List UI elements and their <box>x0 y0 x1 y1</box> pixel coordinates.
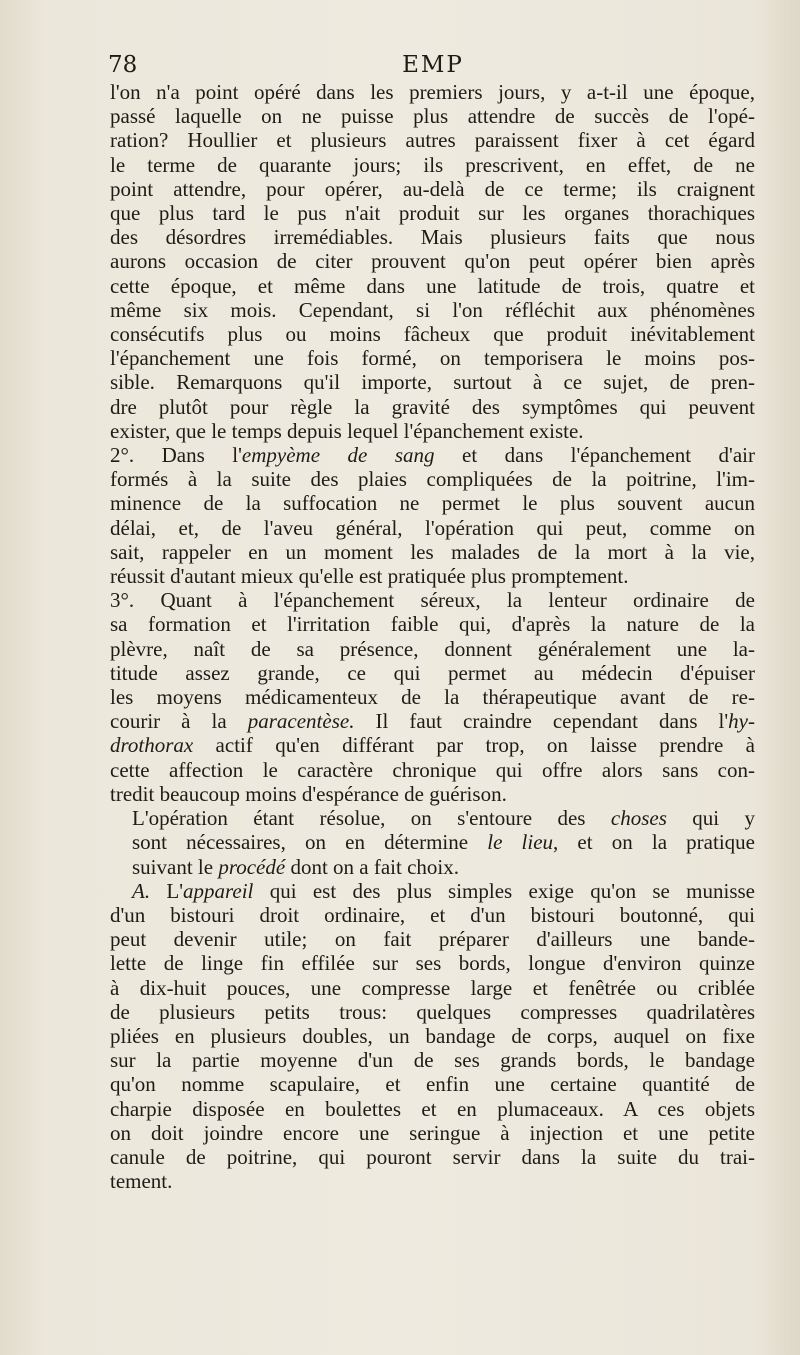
italic-span: empyème de sang <box>241 443 435 468</box>
text-span: , et on la pratique <box>553 830 755 855</box>
text-line <box>110 1048 755 1072</box>
text-line <box>110 879 755 903</box>
text-span: les moyens médicamenteux de la thérapeutique avant de re- <box>110 685 755 710</box>
text-line <box>110 1145 755 1169</box>
text-span: ration? Houllier et plusieurs autres paraissent fixer à cet égard <box>110 128 755 153</box>
text-span: réussit d'autant mieux qu'elle est pratiquée plus promptement. <box>110 564 629 589</box>
text-span: actif qu'en différant par trop, on laisse prendre à <box>193 733 755 758</box>
text-span: sont nécessaires, on en détermine <box>132 830 488 855</box>
body-text <box>110 80 755 1193</box>
text-span: courir à la <box>110 709 248 734</box>
text-span: passé laquelle on ne puisse plus attendre de succès de l'opé- <box>110 104 755 129</box>
text-span: cette affection le caractère chronique qui offre alors sans con- <box>110 757 755 782</box>
text-span: suivant le <box>132 854 219 879</box>
text-line <box>110 564 755 588</box>
italic-span: hy- <box>728 709 755 734</box>
text-span: tement. <box>110 1169 173 1194</box>
text-line <box>110 346 755 370</box>
text-span: sait, rappeler en un moment les malades de la mort à la vie, <box>110 539 755 564</box>
text-span: même six mois. Cependant, si l'on réfléchit aux phénomènes <box>110 297 755 322</box>
text-span: sur la partie moyenne d'un de ses grands bords, le bandage <box>110 1048 755 1073</box>
text-line <box>110 903 755 927</box>
text-line <box>110 782 755 806</box>
text-line <box>110 419 755 443</box>
text-span: consécutifs plus ou moins fâcheux que produit inévitablement <box>110 322 755 347</box>
text-line <box>110 1097 755 1121</box>
text-span: le terme de quarante jours; ils prescrivent, en effet, de ne <box>110 152 755 177</box>
text-line <box>110 588 755 612</box>
text-line <box>110 249 755 273</box>
text-line <box>110 951 755 975</box>
italic-span: le lieu <box>487 830 554 855</box>
text-span: peut devenir utile; on fait préparer d'ailleurs une bande- <box>110 927 755 952</box>
text-span: aurons occasion de citer prouvent qu'on peut opérer bien après <box>110 249 755 274</box>
text-line <box>110 298 755 322</box>
text-line <box>110 225 755 249</box>
text-span: qui y <box>666 806 755 831</box>
text-span: canule de poitrine, qui pouront servir dans la suite du trai- <box>110 1144 755 1169</box>
text-line <box>110 201 755 225</box>
text-line <box>110 976 755 1000</box>
text-span: lette de linge fin effilée sur ses bords, longue d'environ quinze <box>110 951 755 976</box>
text-line <box>110 1000 755 1024</box>
text-span: charpie disposée en boulettes et en plumaceaux. A ces objets <box>110 1096 755 1121</box>
text-span: d'un bistouri droit ordinaire, et d'un bistouri boutonné, qui <box>110 902 755 927</box>
text-span: sa formation et l'irritation faible qui, d'après la nature de la <box>110 612 755 637</box>
text-line <box>110 830 755 854</box>
text-span: cette époque, et même dans une latitude de trois, quatre et <box>110 273 755 298</box>
italic-span: procédé <box>218 854 286 879</box>
text-span: qui est des plus simples exige qu'on se munisse <box>253 878 755 903</box>
text-line <box>110 758 755 782</box>
text-line <box>110 516 755 540</box>
text-line <box>110 733 755 757</box>
text-span: de plusieurs petits trous: quelques compresses quadrilatères <box>110 999 755 1024</box>
text-line <box>110 467 755 491</box>
text-span: dre plutôt pour règle la gravité des symptômes qui peuvent <box>110 394 755 419</box>
text-line <box>110 395 755 419</box>
text-span: L'opération étant résolue, on s'entoure des <box>132 806 611 831</box>
text-line <box>110 153 755 177</box>
page-number: 78 <box>108 52 138 78</box>
text-span: plèvre, naît de sa présence, donnent généralement une la- <box>110 636 755 661</box>
text-span: on doit joindre encore une seringue à injection et une petite <box>110 1120 755 1145</box>
text-span: qu'on nomme scapulaire, et enfin une certaine quantité de <box>110 1072 755 1097</box>
text-line <box>110 128 755 152</box>
text-line <box>110 637 755 661</box>
text-line <box>110 80 755 104</box>
italic-span: paracentèse. <box>247 709 355 734</box>
italic-span: drothorax <box>110 733 194 758</box>
text-line <box>110 491 755 515</box>
text-line <box>110 1072 755 1096</box>
text-span: exister, que le temps depuis lequel l'épanchement existe. <box>110 418 584 443</box>
text-span: 3°. Quant à l'épanchement séreux, la lenteur ordinaire de <box>110 588 755 613</box>
text-line <box>110 1024 755 1048</box>
text-line <box>110 443 755 467</box>
text-line <box>110 322 755 346</box>
text-span: des désordres irremédiables. Mais plusieurs faits que nous <box>110 225 755 250</box>
text-line <box>110 709 755 733</box>
text-line <box>110 540 755 564</box>
text-span: tredit beaucoup moins d'espérance de guérison. <box>110 781 507 806</box>
text-line <box>110 806 755 830</box>
text-span: L' <box>150 878 183 903</box>
text-span: et dans l'épanchement d'air <box>434 443 755 468</box>
text-span: point attendre, pour opérer, au-delà de ce terme; ils craignent <box>110 176 755 201</box>
text-span: pliées en plusieurs doubles, un bandage de corps, auquel on fixe <box>110 1023 755 1048</box>
text-line <box>110 274 755 298</box>
text-span: titude assez grande, ce qui permet au médecin d'épuiser <box>110 660 755 685</box>
text-line <box>110 612 755 636</box>
italic-span: A. <box>132 878 151 903</box>
text-line <box>110 1121 755 1145</box>
text-line <box>110 370 755 394</box>
text-line <box>110 927 755 951</box>
text-span: minence de la suffocation ne permet le plus souvent aucun <box>110 491 755 516</box>
text-span: Il faut craindre cependant dans l' <box>354 709 729 734</box>
text-line <box>110 685 755 709</box>
text-line <box>110 661 755 685</box>
text-span: sible. Remarquons qu'il importe, surtout à ce sujet, de pren- <box>110 370 755 395</box>
page-header <box>108 50 758 80</box>
italic-span: appareil <box>183 878 254 903</box>
text-span: formés à la suite des plaies compliquées de la poitrine, l'im- <box>110 467 755 492</box>
text-span: que plus tard le pus n'ait produit sur les organes thorachiques <box>110 201 755 226</box>
text-line <box>110 1169 755 1193</box>
text-line <box>110 855 755 879</box>
text-span: l'épanchement une fois formé, on temporisera le moins pos- <box>110 346 755 371</box>
text-span: à dix-huit pouces, une compresse large et fenêtrée ou criblée <box>110 975 755 1000</box>
italic-span: choses <box>610 806 667 831</box>
text-span: 2°. Dans l' <box>110 443 242 468</box>
text-line <box>110 177 755 201</box>
text-span: délai, et, de l'aveu général, l'opération qui peut, comme on <box>110 515 755 540</box>
text-span: dont on a fait choix. <box>285 854 459 879</box>
text-span: l'on n'a point opéré dans les premiers jours, y a-t-il une époque, <box>110 80 755 104</box>
running-head: EMP <box>402 52 464 78</box>
text-line <box>110 104 755 128</box>
